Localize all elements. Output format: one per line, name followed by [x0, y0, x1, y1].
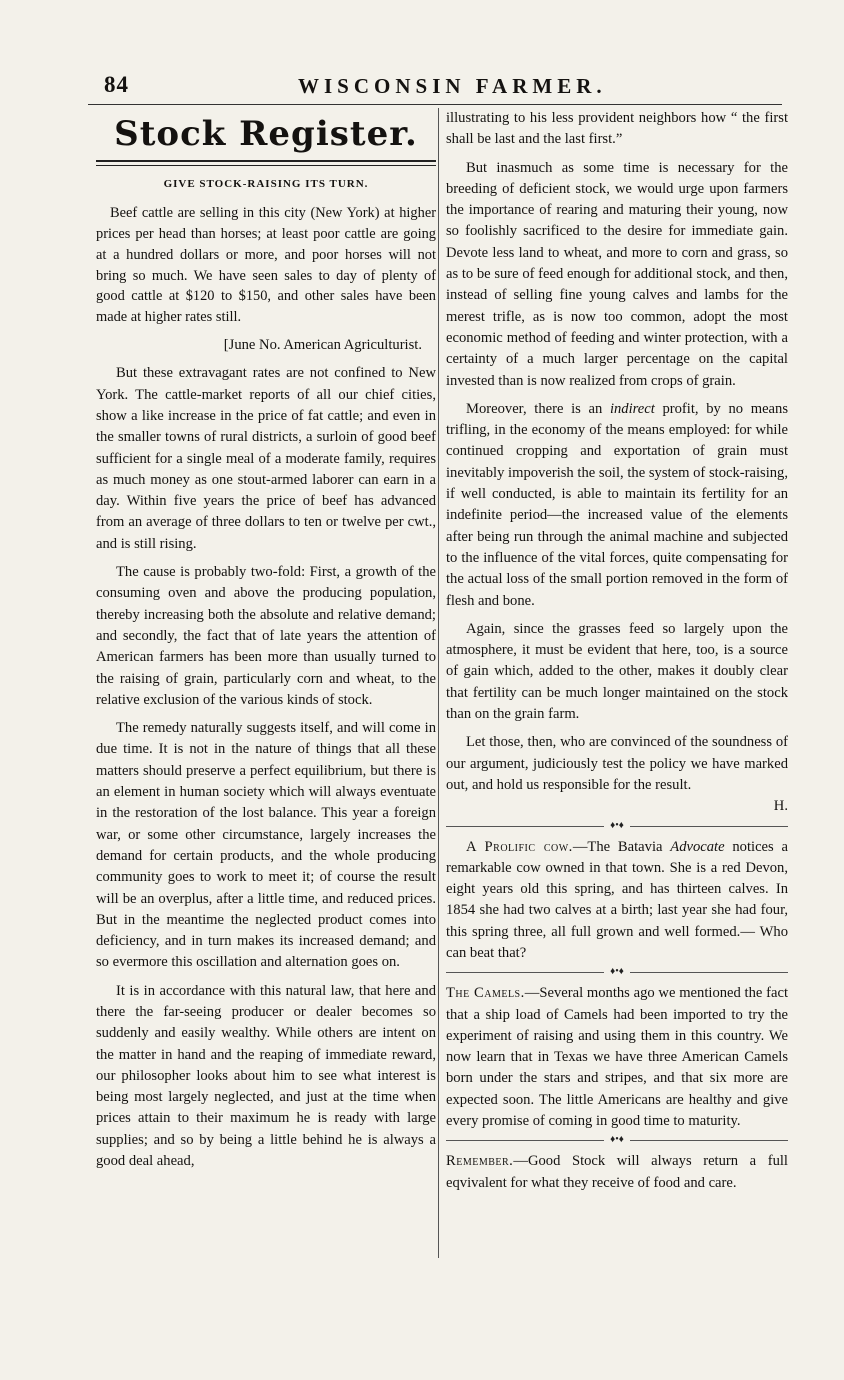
emphasis: indirect: [609, 400, 655, 417]
text: —Good Stock will always return a full eqvivalent for what they receive of food and care.: [446, 1153, 788, 1191]
article-lead: Remember.: [446, 1153, 514, 1170]
article-prolific-cow: [446, 837, 788, 965]
ornament-divider: [446, 819, 788, 831]
article-lead: A Prolific cow.: [466, 838, 573, 855]
page-number: 84: [104, 72, 129, 97]
page-header: [100, 72, 780, 106]
text: —The Batavia: [572, 838, 671, 855]
left-column: [96, 108, 436, 1179]
running-head: WISCONSIN FARMER.: [298, 74, 607, 98]
text: profit, by no means trifling, in the economy of the means employed: for while continued cropping and exportation of grain must inevitably impoverish the soil, the system of stock-raising, if well conducted, is able to maintain its fertility for an indefinite period—the increased value of the elements after being run through the animal machine and subjected to the influence of the vital forces, quite compensating for the actual loss of the small portion removed in the form of flesh and bone.: [446, 400, 788, 609]
header-rule: [88, 104, 782, 105]
ornament: ♦•♦: [604, 966, 630, 977]
text: Moreover, there is an: [466, 400, 610, 417]
department-title: Stock Register.: [114, 114, 418, 154]
excerpt-text: Beef cattle are selling in this city (New York) at higher prices per head than horses; at least poor cattle are going at a hundred dollars or more, and poor horses will not bring so much. We have seen sales to day of plenty of good cattle at $120 to $150, and other sales have been made at higher rates still.: [96, 205, 436, 326]
ornament: ♦•♦: [604, 820, 630, 831]
paragraph-moreover: [446, 399, 788, 612]
paragraph: It is in accordance with this natural law, that here and there the far-seeing producer or dealer becomes so suddenly and easily wealthy. While others are intent on the matter in hand and the reaping of immediate reward, our philosopher looks about him to see what interest is being most largely neglected, and just at the time when prices attain to their maximum he is ready with large supplies; and so by being a little behind he is always a good deal ahead,: [96, 982, 436, 1170]
excerpt-source: [June No. American Agriculturist.: [223, 337, 422, 354]
right-column: [446, 108, 788, 1201]
paragraph: But inasmuch as some time is necessary for the breeding of deficient stock, we would urge upon farmers the importance of rearing and maturing their young, now so foolishly sacrificed to the desire for immediate gain. Devote less land to wheat, and more to corn and grass, so as to be sure of feed enough for additional stock, and then, instead of selling fine young calves and lambs for the merest trifle, as is now too common, adopt the most economic method of feeding and winter protection, with a certainty of a much larger percentage on the capital invested than is now realized from crops of grain.: [446, 159, 788, 389]
paragraph: Again, since the grasses feed so largely upon the atmosphere, it must be evident that here, too, is a source of gain which, added to the other, makes it doubly clear that fertility can be much longer maintained on the stock than on the grain farm.: [446, 620, 788, 723]
text: —Several months ago we mentioned the fact that a ship load of Camels had been imported to try the experiment of raising and using them in this country. We now learn that in Texas we have three American Camels born under the stars and stripes, and that six more are expected soon. The little Americans are healthy and give every promise of coming in good time to maturity.: [446, 985, 789, 1130]
paragraph: But these extravagant rates are not confined to New York. The cattle-market reports of all our chief cities, show a like increase in the price of fat cattle; and even in the smaller towns of rural districts, a surloin of good beef sufficient for a single meal of a moderate family, requires as much money as one stout-armed laborer can earn in a day. Within five years the price of beef has advanced from an average of three dollars to ten or twelve per cwt., and is still rising.: [96, 365, 436, 552]
ornament-divider: [446, 966, 788, 978]
quoted-excerpt: [96, 203, 436, 328]
text: notices a remarkable cow owned in that town. She is a red Devon, eight years old this spring, and has thirteen calves. In 1854 she had two calves at a birth; last year she had four, this spring three, all full grown and well formed.— Who can beat that?: [446, 838, 788, 961]
article-remember: [446, 1151, 788, 1194]
paragraph: Let those, then, who are convinced of the soundness of our argument, judiciously test the policy we have marked out, and hold us responsible for the result.: [446, 734, 788, 793]
paragraph: The cause is probably two-fold: First, a growth of the consuming oven and above the producing population, thereby increasing both the absolute and relative demand; and secondly, the fact that of late years the attention of American farmers has been more than usually turned to the raising of grain, particularly corn and wheat, to the relative exclusion of the various kinds of stock.: [96, 564, 436, 708]
ornament-divider: [446, 1134, 788, 1146]
paragraph-continued: illustrating to his less provident neighbors how “ the first shall be last and the last first.”: [446, 110, 788, 148]
ornament: ♦•♦: [604, 1134, 630, 1145]
article-lead: The Camels.: [446, 985, 525, 1002]
article-camels: [446, 983, 788, 1132]
title-rule: [96, 160, 436, 166]
article-heading: GIVE STOCK-RAISING ITS TURN.: [163, 178, 369, 190]
paragraph: The remedy naturally suggests itself, and will come in due time. It is not in the nature of things that all these matters should preserve a perfect equilibrium, but there is an element in human society which will always eventuate in the restoration of the lost balance. This year a foreign war, or some other circumstance, largely increases the demand for certain products, and the whole producing community goes to work to meet it; of course the result will be an overplus, after a little time, and reduced prices. But in the meantime the neglected product comes into deficiency, and in turn makes its increased demand; and so evermore this oscillation and alternation goes on.: [96, 720, 436, 971]
emphasis: Advocate: [670, 838, 725, 855]
column-divider: [438, 108, 439, 1258]
signature: H.: [773, 798, 788, 815]
